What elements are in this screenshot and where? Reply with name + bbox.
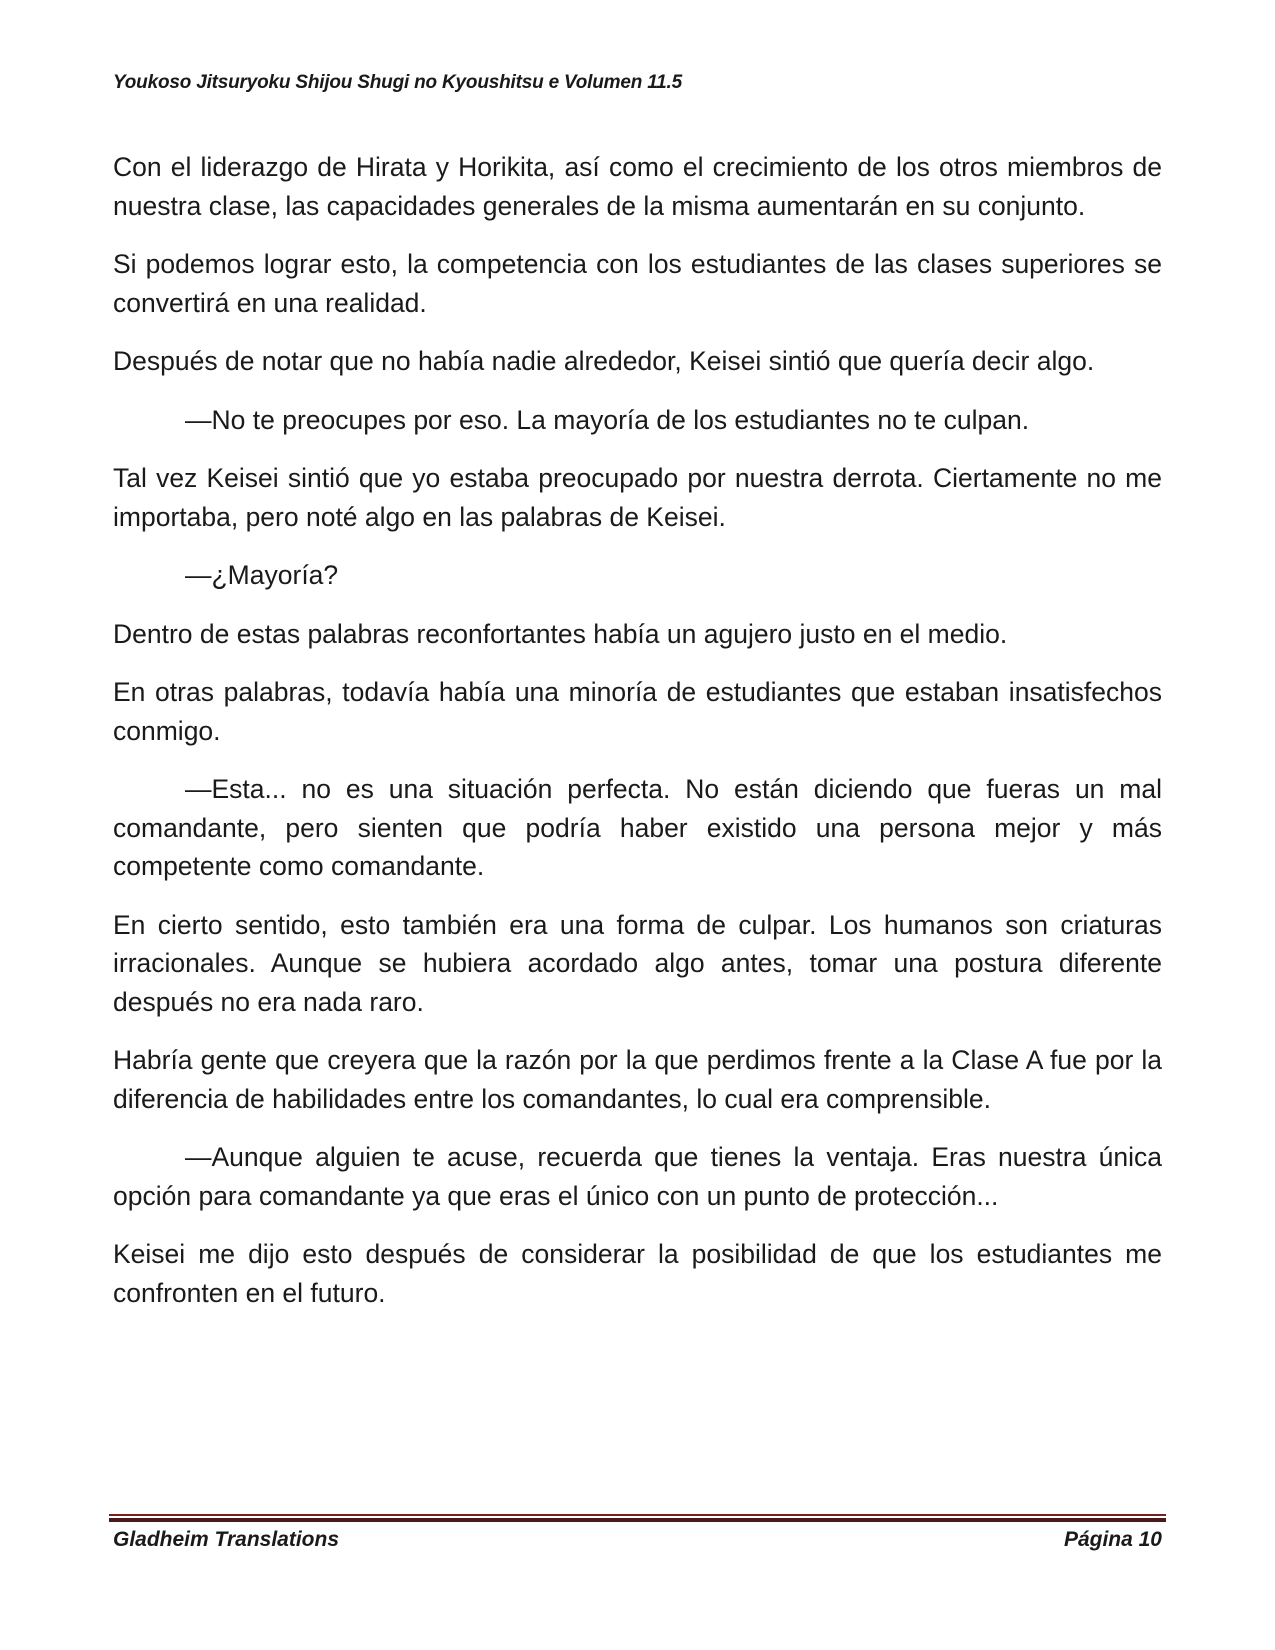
footer-page-number: Página 10 bbox=[1063, 1528, 1162, 1551]
page-footer bbox=[113, 1528, 1162, 1552]
paragraph: Habría gente que creyera que la razón por la que perdimos frente a la Clase A fue por la diferencia de habilidades entre los comandantes, lo cual era comprensible. bbox=[113, 1045, 1162, 1114]
paragraph: Si podemos lograr esto, la competencia con los estudiantes de las clases superiores se convertirá en una realidad. bbox=[113, 249, 1162, 318]
page-body bbox=[113, 148, 1162, 1332]
page-header-title: Youkoso Jitsuryoku Shijou Shugi no Kyoushitsu e Volumen 11.5 bbox=[113, 72, 682, 93]
footer-divider-thick-line bbox=[109, 1518, 1166, 1522]
footer-translator: Gladheim Translations bbox=[113, 1528, 340, 1551]
dialogue-paragraph: —No te preocupes por eso. La mayoría de los estudiantes no te culpan. bbox=[185, 404, 1030, 435]
paragraph: Con el liderazgo de Hirata y Horikita, así como el crecimiento de los otros miembros de nuestra clase, las capacidades generales de la misma aumentarán en su conjunto. bbox=[113, 152, 1162, 221]
paragraph: En otras palabras, todavía había una minoría de estudiantes que estaban insatisfechos conmigo. bbox=[113, 677, 1162, 746]
footer-divider bbox=[109, 1514, 1166, 1522]
paragraph: Después de notar que no había nadie alrededor, Keisei sintió que quería decir algo. bbox=[113, 346, 1095, 376]
paragraph: En cierto sentido, esto también era una forma de culpar. Los humanos son criaturas irracionales. Aunque se hubiera acordado algo antes, tomar una postura diferente después no era nada raro. bbox=[113, 909, 1162, 1017]
paragraph: Dentro de estas palabras reconfortantes había un agujero justo en el medio. bbox=[113, 618, 1008, 649]
dialogue-paragraph: —Aunque alguien te acuse, recuerda que tienes la ventaja. Eras nuestra única opción para comandante ya que eras el único con un punto de protección... bbox=[113, 1142, 1162, 1211]
dialogue-paragraph: —¿Mayoría? bbox=[185, 560, 339, 590]
footer-divider-thin-line bbox=[109, 1514, 1166, 1516]
paragraph: Keisei me dijo esto después de considerar la posibilidad de que los estudiantes me confronten en el futuro. bbox=[113, 1239, 1162, 1308]
dialogue-paragraph: —Esta... no es una situación perfecta. No están diciendo que fueras un mal comandante, pero sienten que podría haber existido una persona mejor y más competente como comandante. bbox=[113, 774, 1162, 881]
paragraph: Tal vez Keisei sintió que yo estaba preocupado por nuestra derrota. Ciertamente no me importaba, pero noté algo en las palabras de Keisei. bbox=[113, 463, 1162, 532]
